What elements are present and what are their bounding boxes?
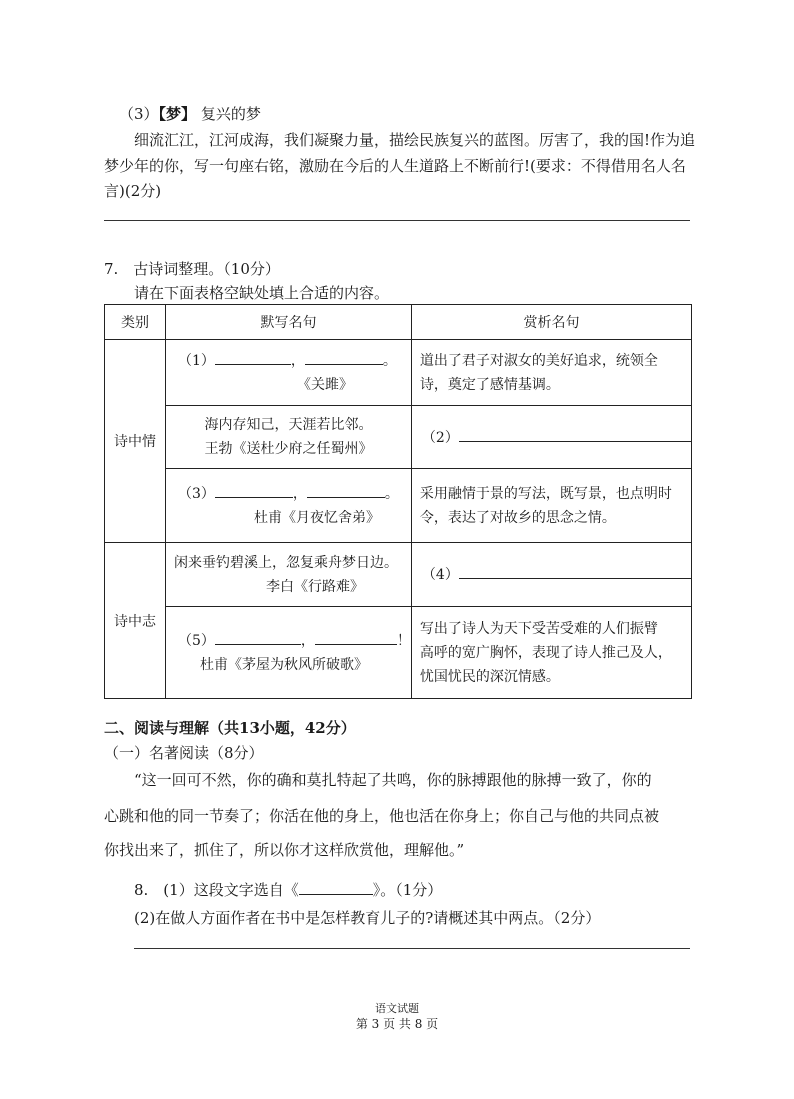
q8-2: (2)在做人方面作者在书中是怎样教育儿子的?请概述其中两点。（2分）	[134, 909, 601, 927]
footer-title: 语文试题	[375, 1002, 419, 1015]
analysis-cell-4	[411, 543, 691, 607]
recite-1-blanks	[166, 348, 411, 373]
comma: ，	[292, 486, 307, 502]
table-header-row	[105, 305, 692, 340]
recite-cell-5	[166, 607, 412, 699]
blank-5a[interactable]	[215, 628, 301, 645]
recite-5-blanks	[166, 628, 411, 653]
analysis-3-line2: 令，表达了对故乡的思念之情。	[419, 509, 616, 526]
q7-title: 7. 古诗词整理。（10分）	[104, 260, 280, 278]
category-cell-emotion	[105, 340, 166, 543]
blank-2[interactable]	[459, 425, 691, 442]
exclamation: ！	[396, 633, 411, 649]
analysis-cell-2	[411, 406, 691, 469]
book-title-blank[interactable]	[299, 878, 373, 895]
blank-1b[interactable]	[305, 348, 383, 365]
table-row	[105, 406, 692, 469]
section2-sub1: （一）名著阅读（8分）	[104, 744, 264, 762]
q6-3-text-line1: 细流汇江，江河成海，我们凝聚力量，描绘民族复兴的蓝图。厉害了，我的国!作为追	[134, 131, 696, 149]
q8-1-prefix: 8. (1）这段文字选自《	[134, 881, 299, 899]
q6-3-heading	[119, 104, 261, 124]
blank-3b[interactable]	[307, 481, 385, 498]
analysis-5-line2: 高呼的宽广胸怀，表现了诗人推己及人，	[419, 644, 672, 661]
recite-2-line2: 王勃《送杜少府之任蜀州》	[204, 441, 373, 457]
quote-line1: “这一回可不然，你的确和莫扎特起了共鸣，你的脉搏跟他的脉搏一致了，你的	[134, 771, 652, 789]
blank-number-2: （2）	[421, 429, 459, 446]
recite-3-source: 杜甫《月夜忆舍弟》	[254, 510, 380, 526]
recite-cell-2	[166, 406, 412, 469]
table-row	[105, 340, 692, 406]
analysis-cell-1	[411, 340, 691, 406]
recite-1-source: 《关雎》	[297, 377, 353, 393]
category-label-emotion: 诗中情	[114, 434, 156, 450]
q8-2-answer-line[interactable]	[134, 948, 690, 949]
blank-number-3: （3）	[178, 486, 215, 502]
blank-4[interactable]	[459, 562, 691, 579]
comma: ，	[290, 353, 305, 369]
blank-number-5: （5）	[178, 633, 215, 649]
category-cell-ambition	[105, 543, 166, 699]
q6-3-text-line3: 言)(2分)	[104, 182, 162, 200]
poem-table	[104, 304, 692, 699]
quote-line3: 你找出来了，抓住了，所以你才这样欣赏他，理解他。”	[104, 841, 465, 859]
table-row	[105, 469, 692, 543]
analysis-cell-5	[411, 607, 691, 699]
period: 。	[384, 486, 399, 502]
header-category: 类别	[105, 305, 166, 340]
analysis-5-line1: 写出了诗人为天下受苦受难的人们振臂	[419, 620, 658, 637]
comma: ，	[300, 633, 315, 649]
q7-instruction: 请在下面表格空缺处填上合适的内容。	[134, 284, 390, 302]
recite-cell-1	[166, 340, 412, 406]
category-label-ambition: 诗中志	[114, 613, 156, 630]
q6-3-text-line2: 梦少年的你，写一句座右铭，激励在今后的人生道路上不断前行!(要求：不得借用名人名	[104, 157, 686, 175]
analysis-1-line1: 道出了君子对淑女的美好追求，统领全	[419, 352, 658, 369]
recite-cell-3	[166, 469, 412, 543]
q6-3-number: （3）	[119, 105, 159, 123]
q8-1-suffix: 》。（1分）	[372, 881, 443, 899]
header-analysis: 赏析名句	[411, 305, 691, 340]
analysis-3-line1: 采用融情于景的写法，既写景，也点明时	[419, 485, 672, 502]
recite-5-source: 杜甫《茅屋为秋风所破歌》	[200, 657, 368, 673]
section2-heading: 二、阅读与理解（共13小题，42分）	[104, 719, 356, 737]
recite-3-blanks	[166, 481, 411, 506]
period: 。	[382, 353, 397, 369]
blank-number-1: （1）	[178, 353, 215, 369]
recite-cell-4	[166, 543, 412, 607]
footer-page: 第 3 页 共 8 页	[355, 1017, 439, 1031]
q6-3-title: 复兴的梦	[200, 105, 261, 123]
blank-5b[interactable]	[315, 628, 397, 645]
recite-2-line1: 海内存知己，天涯若比邻。	[204, 417, 373, 433]
analysis-2-blank-row	[422, 425, 691, 450]
table-row	[105, 607, 692, 699]
analysis-5-line3: 忧国忧民的深沉情感。	[419, 668, 560, 685]
recite-4-line2: 李白《行路难》	[266, 578, 364, 595]
analysis-cell-3	[411, 469, 691, 543]
q8-1	[134, 878, 442, 900]
q6-3-answer-line[interactable]	[104, 220, 690, 221]
analysis-1-line2: 诗，奠定了感情基调。	[419, 376, 560, 393]
recite-4-line1: 闲来垂钓碧溪上，忽复乘舟梦日边。	[174, 554, 398, 571]
blank-3a[interactable]	[215, 481, 293, 498]
blank-number-4: （4）	[421, 567, 459, 583]
analysis-4-blank-row	[422, 562, 691, 587]
table-row	[105, 543, 692, 607]
quote-line2: 心跳和他的同一节奏了；你活在他的身上，他也活在你身上；你自己与他的共同点被	[104, 807, 660, 825]
q6-3-bracket-label: 【梦】	[158, 105, 197, 123]
header-recite: 默写名句	[166, 305, 412, 340]
blank-1a[interactable]	[215, 348, 291, 365]
